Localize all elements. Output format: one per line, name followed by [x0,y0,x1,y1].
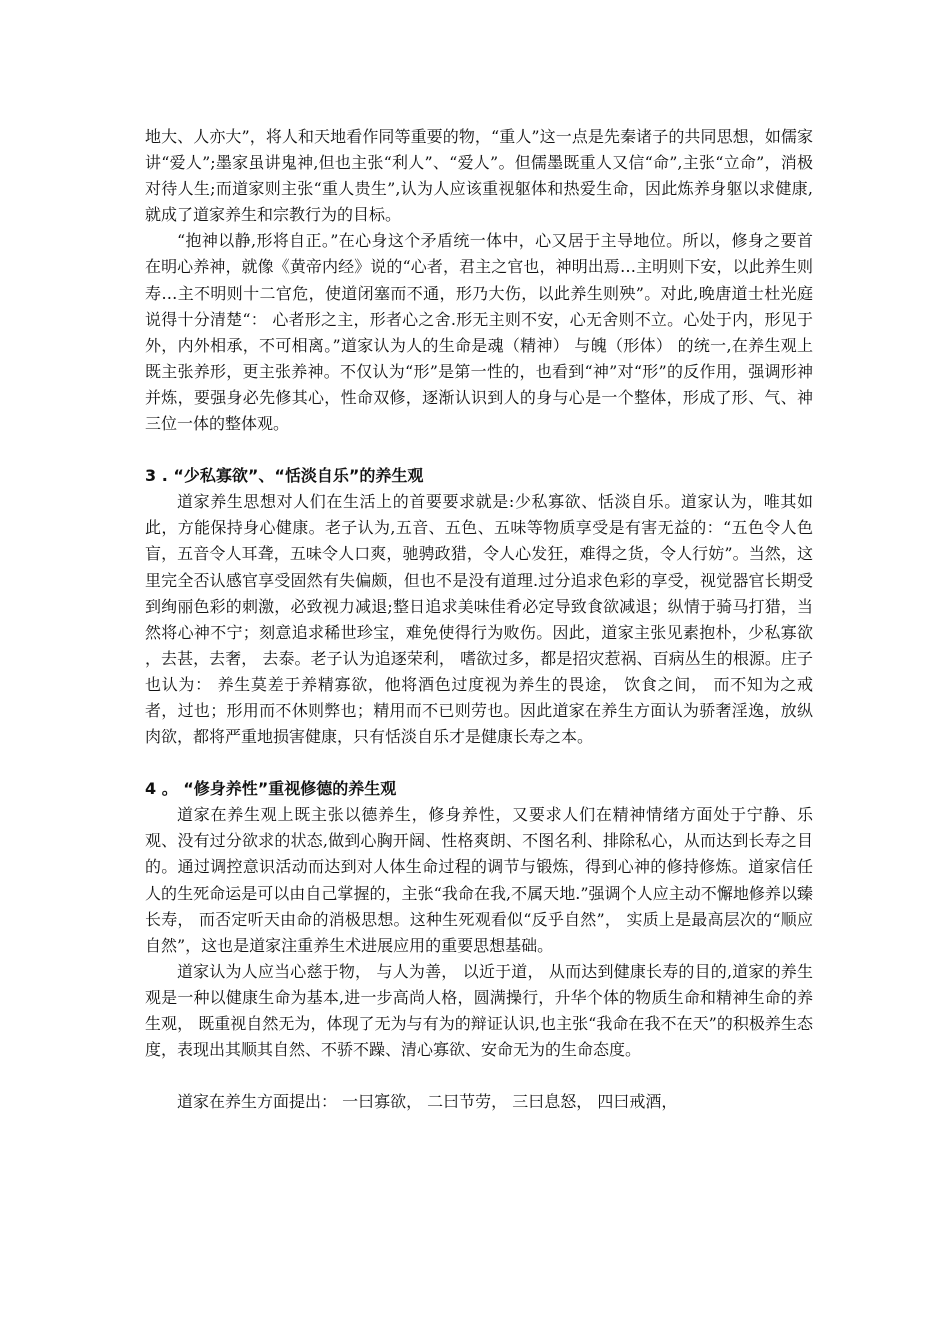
paragraph-cultivation: 道家在养生观上既主张以德养生，修身养性，又要求人们在精神情绪方面处于宁静、乐观、没有过分欲求的状态,做到心胸开阔、性格爽朗、不图名利、排除私心，从而达到长寿之目的。通过调控意识活动而达到对人体生命过程的调节与锻炼，得到心神的修持修炼。道家信任人的生死命运是可以由自己掌握的，主张“我命在我,不属天地.”强调个人应主动不懈地修养以臻长寿， 而否定听天由命的消极思想。这种生死观看似“反乎自然”， 实质上是最高层次的“顺应自然”，这也是道家注重养生术进展应用的重要思想基础。 [145,805,813,955]
paragraph-form-spirit: “抱神以静,形将自正。”在心身这个矛盾统一体中，心又居于主导地位。所以，修身之要首在明心养神，就像《黄帝内经》说的“心者，君主之官也，神明出焉…主明则下安，以此养生则寿…主不明则十二官危，使道闭塞而不通，形乃大伤，以此养生则殃”。对此,晚唐道士杜光庭说得十分清楚“： 心者形之主，形者心之舍.形无主则不安，心无舍则不立。心处于内，形见于外，内外相承，不可相离。”道家认为人的生命是魂（精神） 与魄（形体） 的统一,在养生观上既主张养形，更主张养神。不仅认为“形”是第一性的，也看到“神”对“形”的反作用，强调形神并炼，要强身必先修其心，性命双修，逐渐认识到人的身与心是一个整体，形成了形、气、神三位一体的整体观。 [145,231,813,434]
paragraph-continuation: 地大、人亦大”，将人和天地看作同等重要的物，“重人”这一点是先秦诸子的共同思想，如儒家讲“爱人”;墨家虽讲鬼神,但也主张“利人”、“爱人”。但儒墨既重人又信“命”,主张“立命”，消极对待人生;而道家则主张“重人贵生”,认为人应该重视躯体和热爱生命，因此炼养身躯以求健康,就成了道家养生和宗教行为的目标。 [145,127,813,225]
section-gap [145,437,813,463]
section-heading-3: 3 . “少私寡欲”、“恬淡自乐”的养生观 [145,466,424,486]
section-heading-4: 4 。 “修身养性”重视修德的养生观 [145,779,397,799]
document-page [145,124,813,1115]
section-gap [145,1063,813,1089]
paragraph-benevolence: 道家认为人应当心慈于物， 与人为善， 以近于道， 从而达到健康长寿的目的,道家的养生观是一种以健康生命为基本,进一步高尚人格，圆满操行，升华个体的物质生命和精神生命的养生观， 既重视自然无为，体现了无为与有为的辩证认识,也主张“我命在我不在天”的积极养生态度，表现出其顺其自然、不骄不躁、清心寡欲、安命无为的生命态度。 [145,961,813,1060]
section-gap [145,750,813,776]
paragraph-four-principles: 道家在养生方面提出： 一曰寡欲， 二曰节劳， 三曰息怒， 四曰戒酒， [177,1092,678,1112]
paragraph-few-desires: 道家养生思想对人们在生活上的首要要求就是:少私寡欲、恬淡自乐。道家认为，唯其如此，方能保持身心健康。老子认为,五音、五色、五味等物质享受是有害无益的：“五色令人色盲，五音令人耳聋，五味令人口爽，驰骋政猎，令人心发狂，难得之货，令人行妨”。当然，这里完全否认感官享受固然有失偏颇，但也不是没有道理.过分追求色彩的享受，视觉器官长期受到绚丽色彩的刺激，必致视力减退;整日追求美味佳肴必定导致食欲减退；纵情于骑马打猎，当然将心神不宁；刻意追求稀世珍宝，难免使得行为败伤。因此，道家主张见素抱朴，少私寡欲 ，去甚，去奢， 去泰。老子认为追逐荣利， 嗜欲过多，都是招灾惹祸、百病丛生的根源。庄子也认为： 养生莫差于养精寡欲，他将酒色过度视为养生的畏途， 饮食之间， 而不知为之戒者，过也；形用而不休则弊也；精用而不已则劳也。因此道家在养生方面认为骄奢淫逸，放纵肉欲，都将严重地损害健康，只有恬淡自乐才是健康长寿之本。 [145,492,813,747]
